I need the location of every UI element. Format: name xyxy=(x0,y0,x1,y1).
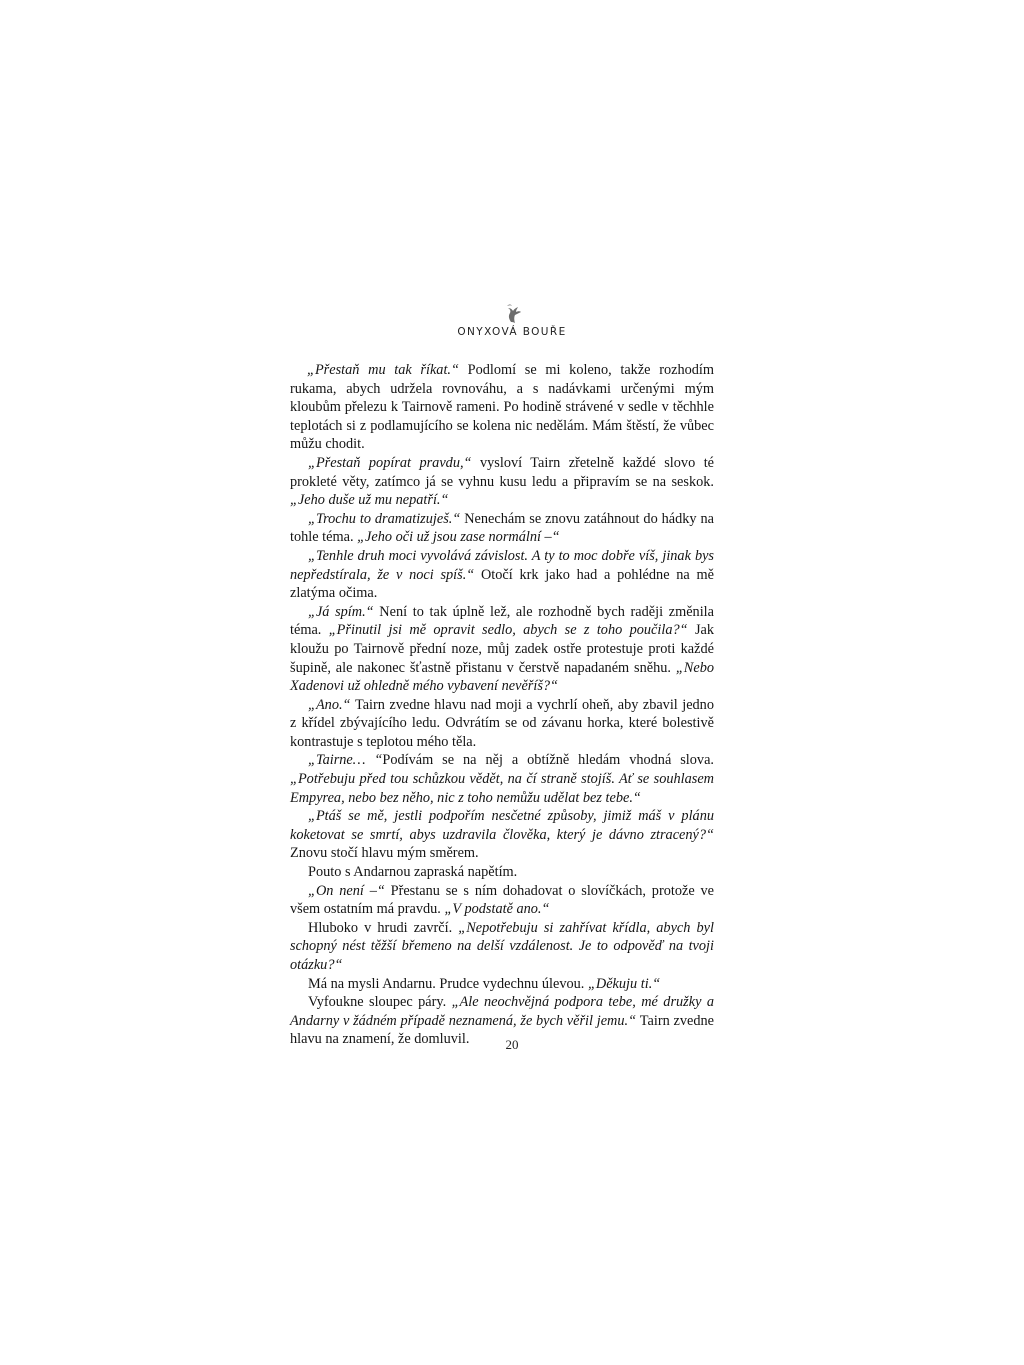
paragraph xyxy=(290,696,714,752)
dialogue-run: „Ano.“ xyxy=(308,696,355,713)
dialogue-run: „Přestaň popírat pravdu,“ xyxy=(308,454,480,471)
paragraph xyxy=(290,863,714,882)
running-head xyxy=(0,302,1024,338)
narration-run: Podívám se na něj a obtížně hledám vhodná slova. xyxy=(382,752,714,769)
dialogue-run: „Děkuju ti.“ xyxy=(587,975,661,992)
narration-run: Hluboko v hrudi zavrčí. xyxy=(308,919,459,936)
narration-run: Není to tak úplně lež, ale rozhodně bych raději změnila téma. xyxy=(290,603,714,639)
dialogue-run: „Nebo Xadenovi už ohledně mého vybavení nevěříš?“ xyxy=(290,659,714,695)
dialogue-run: „Tairne… “ xyxy=(308,752,383,769)
narration-run: Otočí krk jako had a pohlédne na mě zlatýma očima. xyxy=(290,566,714,602)
paragraph xyxy=(290,510,714,547)
narration-run: vysloví Tairn zřetelně každé slovo té prokleté věty, zatímco já se vyhnu kusu ledu a připravím se na seskok. xyxy=(290,454,715,490)
narration-run: Přestanu se s ním dohadovat o slovíčkách, protože ve všem ostatním má pravdu. xyxy=(290,882,714,918)
page-number: 20 xyxy=(505,1037,519,1052)
dialogue-run: „Jeho oči už jsou zase normální –“ xyxy=(357,529,560,546)
paragraph xyxy=(290,807,714,863)
narration-run: Podlomí se mi koleno, takže rozhodím rukama, abych udržela rovnováhu, a s nadávkami určenými mým kloubům přelezu k Tairnově rameni. Po hodině strávené v sedle v těchhle teplotách si z podlamujícího se kolena nic nedělám. Mám štěstí, že vůbec můžu chodit. xyxy=(290,362,714,453)
narration-run: Vyfoukne sloupec páry. xyxy=(308,994,452,1011)
paragraph xyxy=(290,603,714,696)
paragraph xyxy=(290,975,714,994)
paragraph xyxy=(290,919,714,975)
running-title: ONYXOVÁ BOUŘE xyxy=(457,326,567,338)
dialogue-run: „Ale neochvějná podpora tebe, mé družky a Andarny v žádném případě neznamená, že bych věřil jemu.“ xyxy=(290,994,714,1029)
dragon-icon xyxy=(502,302,522,324)
dialogue-run: „On není –“ xyxy=(308,882,391,899)
body-text xyxy=(290,361,714,1049)
dialogue-run: „Tenhle druh moci vyvolává závislost. A ty to moc dobře víš, jinak bys nepředstírala, že v noci spíš.“ xyxy=(290,547,714,583)
dialogue-run: „Ptáš se mě, jestli podpořím nesčetné způsoby, jimiž máš v plánu koketovat se smrtí, abys uzdravila člověka, který je dávno ztracený?“ xyxy=(290,808,714,843)
dialogue-run: „Trochu to dramatizuješ.“ xyxy=(308,510,465,527)
paragraph xyxy=(290,454,714,510)
narration-run: Pouto s Andarnou zapraská napětím. xyxy=(308,864,518,881)
dialogue-run: „Já spím.“ xyxy=(308,603,380,620)
dialogue-run: „Přestaň mu tak říkat.“ xyxy=(307,362,468,378)
paragraph xyxy=(290,751,714,807)
narration-run: Znovu stočí hlavu mým směrem. xyxy=(290,845,479,862)
dialogue-run: „Přinutil jsi mě opravit sedlo, abych se z toho poučila?“ xyxy=(328,622,695,639)
dialogue-run: „Jeho duše už mu nepatří.“ xyxy=(290,492,449,509)
narration-run: Má na mysli Andarnu. Prudce vydechnu úlevou. xyxy=(308,975,588,992)
dialogue-run: „Potřebuju před tou schůzkou vědět, na čí straně stojíš. Ať se souhlasem Empyrea, nebo bez něho, nic z toho nemůžu udělat bez tebe.“ xyxy=(290,771,714,806)
narration-run: Nenechám se znovu zatáhnout do hádky na tohle téma. xyxy=(290,510,714,546)
narration-run: Jak kloužu po Tairnově přední noze, můj zadek ostře protestuje proti každé šupině, ale nakonec šťastně přistanu v čerstvě napadaném sněhu. xyxy=(290,622,714,676)
narration-run: Tairn zvedne hlavu na znamení, že domluvil. xyxy=(290,1012,714,1048)
narration-run: Tairn zvedne hlavu nad moji a vychrlí oheň, aby zbavil jedno z křídel zbývajícího ledu. Odvrátím se od závanu horka, které bolestivě kontrastuje s teplotou mého těla. xyxy=(290,696,714,750)
paragraph xyxy=(290,547,714,603)
dialogue-run: „V podstatě ano.“ xyxy=(444,901,550,918)
dialogue-run: „Nepotřebuju si zahřívat křídla, abych byl schopný nést těžší břemeno na delší vzdálenost. Je to odpověď na tvoji otázku?“ xyxy=(290,919,714,973)
paragraph xyxy=(290,361,714,454)
paragraph xyxy=(290,882,714,919)
